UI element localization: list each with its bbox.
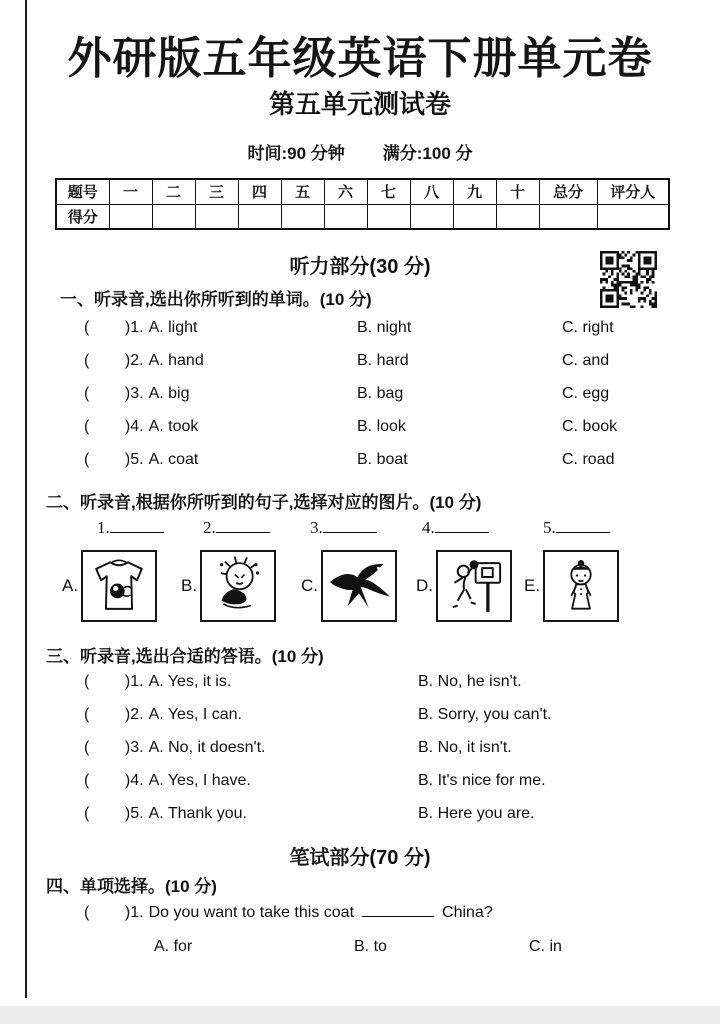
score-header-cell: 一 — [109, 179, 152, 204]
option-a: A. light — [148, 319, 198, 336]
picture-option-e — [524, 550, 619, 622]
score-cell — [195, 204, 238, 229]
score-cell — [238, 204, 281, 229]
page-subtitle: 第五单元测试卷 — [268, 90, 451, 119]
option-a: A. Yes, I have. — [148, 772, 251, 789]
question-row — [84, 706, 684, 726]
answer-bracket: ( )3. — [84, 739, 144, 756]
picture-label: A. — [62, 576, 79, 595]
score-cell — [109, 204, 152, 229]
question-text-before: Do you want to take this coat — [148, 904, 355, 921]
crying-boy-image — [200, 550, 276, 622]
standing-girl-image — [543, 550, 619, 622]
score-cell — [539, 204, 597, 229]
question-row — [84, 772, 684, 792]
picture-label: E. — [524, 576, 541, 595]
scan-bottom-strip — [0, 1006, 720, 1024]
option-a: A. Yes, it is. — [148, 673, 232, 690]
score-table — [55, 178, 670, 230]
option-c: C. egg — [562, 385, 610, 402]
score-header-cell: 七 — [367, 179, 410, 204]
score-header-cell: 三 — [195, 179, 238, 204]
option-c: C. book — [562, 418, 618, 435]
score-header-cell: 五 — [281, 179, 324, 204]
option-b: B. No, it isn't. — [418, 739, 512, 756]
option-b: B. bag — [357, 385, 404, 402]
picture-label: C. — [301, 576, 318, 595]
question-row — [84, 352, 684, 372]
exam-full-score: 满分:100 分 — [382, 144, 473, 163]
blank-number: 2. — [203, 518, 216, 537]
page-title: 外研版五年级英语下册单元卷 — [67, 34, 653, 83]
score-header-cell: 十 — [496, 179, 539, 204]
answer-bracket: ( )5. — [84, 805, 144, 822]
section3-questions — [84, 673, 684, 838]
question-row — [84, 385, 684, 405]
fill-blank-line — [362, 903, 434, 917]
blank-number: 4. — [422, 518, 435, 537]
question-row — [84, 418, 684, 438]
answer-bracket: ( )1. — [84, 904, 144, 921]
option-a: A. for — [154, 938, 193, 955]
section1-heading: 一、听录音,选出你所听到的单词。(10 分) — [60, 290, 372, 309]
picture-option-b — [181, 550, 276, 622]
option-a: A. coat — [148, 451, 199, 468]
option-a: A. Yes, I can. — [148, 706, 242, 723]
score-cell — [152, 204, 195, 229]
score-cell — [496, 204, 539, 229]
section2-heading: 二、听录音,根据你所听到的句子,选择对应的图片。(10 分) — [46, 493, 482, 512]
section4-question-1 — [84, 903, 493, 922]
score-cell — [324, 204, 367, 229]
option-b: B. look — [357, 418, 406, 435]
exam-meta — [0, 139, 720, 164]
answer-bracket: ( )4. — [84, 772, 144, 789]
option-c: C. right — [562, 319, 614, 336]
answer-bracket: ( )1. — [84, 673, 144, 690]
picture-option-d — [416, 550, 512, 622]
answer-bracket: ( )4. — [84, 418, 144, 435]
tshirt-panda-image — [81, 550, 157, 622]
picture-label: D. — [416, 576, 433, 595]
basketball-boy-image — [436, 550, 512, 622]
option-a: A. hand — [148, 352, 204, 369]
section3-heading: 三、听录音,选出合适的答语。(10 分) — [46, 647, 324, 666]
question-row — [84, 451, 684, 471]
blank-number: 5. — [543, 518, 556, 537]
score-header-cell: 四 — [238, 179, 281, 204]
section4-heading: 四、单项选择。(10 分) — [46, 877, 217, 896]
score-cell — [597, 204, 669, 229]
score-header-cell: 九 — [453, 179, 496, 204]
listening-part-title: 听力部分(30 分) — [289, 256, 431, 278]
section2-answer-blanks — [97, 518, 657, 540]
section1-questions — [84, 319, 684, 484]
score-table-header-row — [56, 179, 669, 204]
answer-blank-line — [110, 518, 164, 533]
answer-bracket: ( )2. — [84, 706, 144, 723]
qr-code-icon — [600, 251, 657, 308]
question-row — [84, 805, 684, 825]
option-b: B. Sorry, you can't. — [418, 706, 552, 723]
swallow-bird-image — [321, 550, 397, 622]
option-b: B. boat — [357, 451, 408, 468]
score-header-cell: 六 — [324, 179, 367, 204]
option-b: B. No, he isn't. — [418, 673, 522, 690]
answer-blank-line — [216, 518, 270, 533]
question-row — [84, 739, 684, 759]
question-row — [84, 673, 684, 693]
question-row — [84, 319, 684, 339]
score-header-cell: 题号 — [56, 179, 109, 204]
answer-bracket: ( )2. — [84, 352, 144, 369]
option-b: B. Here you are. — [418, 805, 535, 822]
option-b: B. It's nice for me. — [418, 772, 546, 789]
answer-blank-line — [556, 518, 610, 533]
blank-number: 1. — [97, 518, 110, 537]
option-a: A. big — [148, 385, 190, 402]
option-a: A. Thank you. — [148, 805, 247, 822]
answer-bracket: ( )3. — [84, 385, 144, 402]
score-row-label: 得分 — [56, 204, 109, 229]
question-text-after: China? — [442, 904, 493, 921]
picture-label: B. — [181, 576, 198, 595]
answer-blank-line — [435, 518, 489, 533]
option-b: B. night — [357, 319, 412, 336]
score-header-cell: 八 — [410, 179, 453, 204]
answer-bracket: ( )5. — [84, 451, 144, 468]
written-part-title: 笔试部分(70 分) — [289, 847, 431, 869]
score-header-cell: 二 — [152, 179, 195, 204]
answer-bracket: ( )1. — [84, 319, 144, 336]
option-c: C. and — [562, 352, 610, 369]
picture-option-a — [62, 550, 157, 622]
option-b: B. to — [354, 938, 387, 955]
option-c: C. road — [562, 451, 615, 468]
answer-blank-line — [323, 518, 377, 533]
score-header-cell: 评分人 — [597, 179, 669, 204]
picture-option-c — [301, 550, 397, 622]
score-cell — [453, 204, 496, 229]
option-a: A. No, it doesn't. — [148, 739, 266, 756]
exam-time: 时间:90 分钟 — [247, 144, 345, 163]
score-table-score-row — [56, 204, 669, 229]
score-cell — [281, 204, 324, 229]
score-cell — [410, 204, 453, 229]
option-b: B. hard — [357, 352, 409, 369]
section4-question-1-options — [84, 938, 562, 956]
blank-number: 3. — [310, 518, 323, 537]
score-cell — [367, 204, 410, 229]
score-header-cell: 总分 — [539, 179, 597, 204]
option-a: A. took — [148, 418, 199, 435]
option-c: C. in — [529, 938, 562, 955]
